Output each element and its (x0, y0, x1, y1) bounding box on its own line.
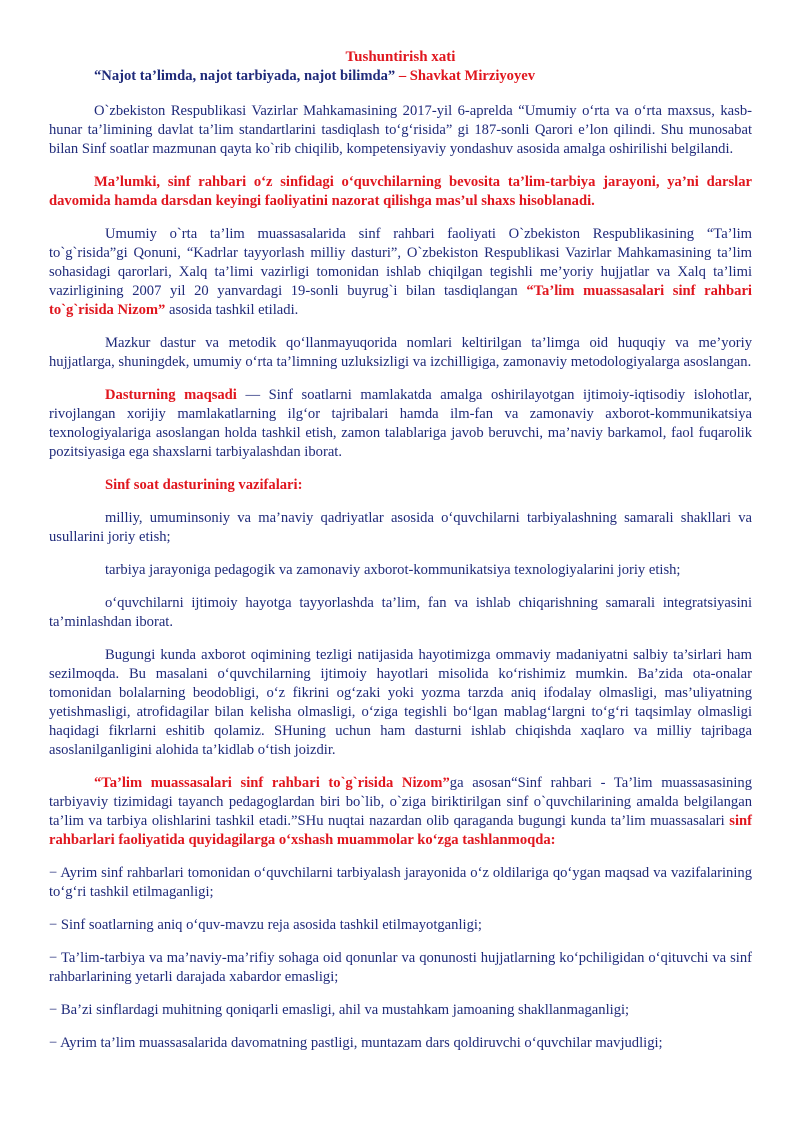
issue-item: − Sinf soatlarning aniq o‘quv-mavzu reja asosida tashkil etilmayotganligi; (49, 917, 482, 933)
tasks-heading: Sinf soat dasturining vazifalari: (105, 477, 303, 493)
paragraph-class-teacher-definition: Ma’lumki, sinf rahbari o‘z sinfidagi o‘quvchilarning bevosita ta’lim-tarbiya jarayoni, ya’ni darslar davomida hamda darsdan keyingi faoliyatini nazorat qilishga mas’ul shaxs hisoblanadi. (49, 174, 752, 209)
paragraph-legal-basis (49, 225, 752, 320)
regulation-highlight: “Ta’lim muassasalari sinf rahbari to`g`risida Nizom” (94, 775, 450, 791)
epigraph (49, 67, 752, 86)
paragraph-program-goal (49, 386, 752, 462)
task-item: tarbiya jarayoniga pedagogik va zamonaviy axborot-kommunikatsiya texnologiyalarini joriy etish; (105, 562, 681, 578)
document-body (49, 48, 752, 1067)
paragraph-methodology: Mazkur dastur va metodik qo‘llanmayuqorida nomlari keltirilgan ta’limga oid huquqiy va me’yoriy hujjatlarga, shuningdek, umumiy o‘rta ta’limning uzluksizligi va izchilligiga, zamonaviy metodologiyalarga asoslangan. (49, 335, 752, 370)
epigraph-author: Shavkat Mirziyoyev (409, 68, 536, 84)
regulation-problems-highlight: sinf rahbarlari faoliyatida quyidagilarga o‘xshash muammolar ko‘zga tashlanmoqda: (49, 813, 752, 848)
legal-basis-highlight: “Ta’lim muassasalari sinf rahbari to`g`risida Nizom” (49, 283, 752, 318)
epigraph-sep: – (395, 68, 410, 84)
program-goal-text: — Sinf soatlarni mamlakatda amalga oshirilayotgan ijtimoiy-iqtisodiy islohotlar, rivojlangan xorijiy mamlakatlarning ilg‘or tajribalari hamda ilm-fan va zamonaviy axborot-kommunikatsiya texnologiyalariga asoslangan holda tashkil etish, zamon talablariga javob beruvchi, ma’naviy barkamol, faol fuqarolik pozitsiyasiga ega shaxslarni tarbiyalashdan iborat. (49, 387, 752, 460)
regulation-text: ga asosan“Sinf rahbari - Ta’lim muassasasining tarbiyaviy tizimidagi tayanch pedagoglardan biri bo`lib, o`ziga biriktirilgan sinf o`quvchilarining amalda belgilangan ta’lim va tarbiya olishlarini tashkil etadi.”SHu nuqtai nazardan olib qaraganda bugungi kunda ta’lim muassasalari (49, 775, 752, 829)
task-item: milliy, umuminsoniy va ma’naviy qadriyatlar asosida o‘quvchilarni tarbiyalashning samarali shakllari va usullarini joriy etish; (49, 510, 752, 545)
issue-item: − Ayrim ta’lim muassasalarida davomatning pastligi, muntazam dars qoldiruvchi o‘quvchilar mavjudligi; (49, 1035, 663, 1051)
issue-item: − Ayrim sinf rahbarlari tomonidan o‘quvchilarni tarbiyalash jarayonida o‘z oldilariga qo‘ygan maqsad va vazifalarining to‘g‘ri tashkil etilmaganligi; (49, 865, 752, 900)
paragraph-regulation (49, 774, 752, 850)
legal-basis-text: Umumiy o`rta ta’lim muassasalarida sinf rahbari faoliyati O`zbekiston Respublikasining “Ta’lim to`g`risida”gi Qonuni, “Kadrlar tayyorlash milliy dasturi”, O`zbekiston Respublikasi Vazirlar Mahkamasining ta’lim sohasidagi qarorlari, Xalq ta’limi vazirligi tomonidan ishlab chiqilgan tegishli me’yoriy hujjatlar va Xalq ta’limi vazirligining 2007 yil 20 yanvardagi 19-sonli buyrug`i bilan tasdiqlangan (49, 226, 752, 299)
paragraph-mass-culture: Bugungi kunda axborot oqimining tezligi natijasida hayotimizga ommaviy madaniyatni salbiy ta’sirlari ham sezilmoqda. Bu masalani o‘quvchilarning ijtimoiy hayotlari misolida ko‘rishimiz mumkin. Ba’zida ota-onalar tomonidan bolalarning beodobligi, o‘z fikrini og‘zaki yoki yozma tarzda aniq ifodalay olmasligi, mas’uliyatning yetishmasligi, atrofidagilar bilan kelisha olmasligi, o‘ziga tegishli bo‘lgan mablag‘largni to‘g‘ri taqsimlay olmasligi haqidagi fikrlarni eshitib qolamiz. SHuning uchun ham dasturni ishlab chiqishda xaqlaro va milliy tajribaga asoslanilganligini alohida ta’kidlab o‘tish joizdir. (49, 647, 752, 758)
program-goal-label: Dasturning maqsadi (105, 387, 237, 403)
task-item: o‘quvchilarni ijtimoiy hayotga tayyorlashda ta’lim, fan va ishlab chiqarishning samarali integratsiyasini ta’minlashdan iborat. (49, 595, 752, 630)
paragraph-intro: O`zbekiston Respublikasi Vazirlar Mahkamasining 2017-yil 6-aprelda “Umumiy o‘rta va o‘rta maxsus, kasb-hunar ta’limining davlat ta’lim standartlarini tasdiqlash to‘g‘risida” gi 187-sonli Qarori e’lon qilindi. Shu munosabat bilan Sinf soatlar mazmunan qayta ko`rib chiqilib, kompetensiyaviy yondashuv asosida amalga oshirilishi belgilandi. (49, 103, 752, 157)
issue-item: − Ta’lim-tarbiya va ma’naviy-ma’rifiy sohaga oid qonunlar va qonunosti hujjatlarning ko‘pchiligidan o‘qituvchi va sinf rahbarlarining yetarli darajada xabardor emasligi; (49, 950, 752, 985)
page-title: Tushuntirish xati (345, 49, 456, 65)
legal-basis-tail: asosida tashkil etiladi. (165, 302, 299, 318)
epigraph-quote: “Najot ta’limda, najot tarbiyada, najot bilimda” (94, 68, 396, 84)
issue-item: − Ba’zi sinflardagi muhitning qoniqarli emasligi, ahil va mustahkam jamoaning shakllanmaganligi; (49, 1002, 630, 1018)
